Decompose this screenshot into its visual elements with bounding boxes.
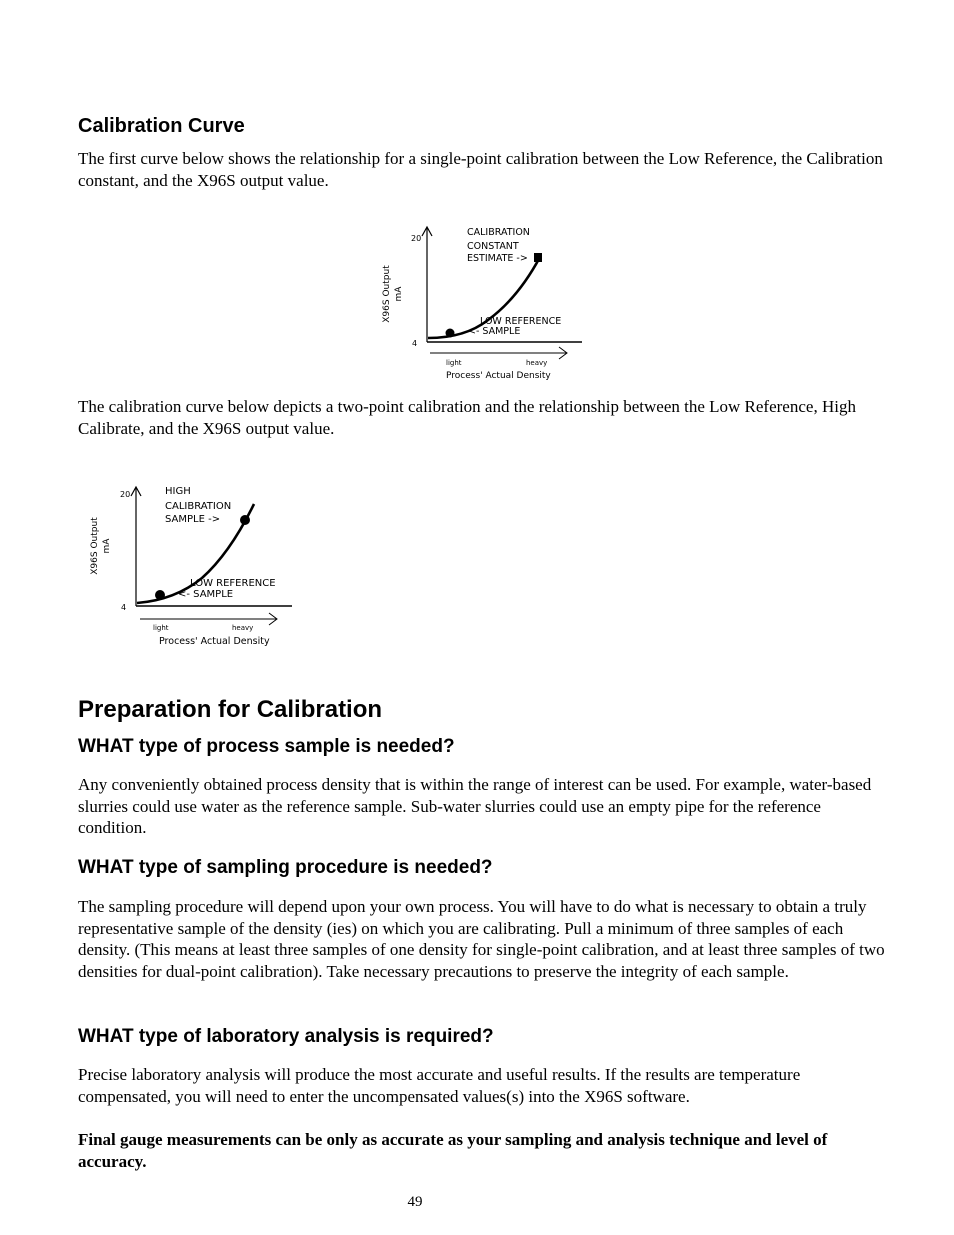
low-reference-point	[446, 329, 455, 338]
y-axis-label	[90, 517, 112, 575]
single-point-curve-svg	[370, 220, 585, 385]
x-tick-light: light	[446, 359, 462, 367]
top-note-line1: CALIBRATION	[467, 227, 530, 238]
bottom-note-line2: <- SAMPLE	[468, 326, 521, 337]
paragraph-two-point-intro: The calibration curve below depicts a two-point calibration and the relationship between the Low Reference, High Calibrate, and the X96S output value.	[78, 397, 856, 438]
y-axis-label-line1: X96S Output	[90, 517, 100, 575]
x-tick-light: light	[153, 624, 169, 632]
figure-two-point-curve	[80, 478, 300, 653]
top-note-line3: ESTIMATE ->	[467, 253, 528, 264]
y-tick-top: 20	[120, 490, 131, 499]
x-tick-heavy: heavy	[526, 359, 548, 367]
low-reference-point	[155, 590, 165, 600]
bottom-note-line1: LOW REFERENCE	[480, 316, 562, 327]
answer-laboratory-analysis: Precise laboratory analysis will produce the most accurate and useful results. If the results are temperature compensated, you will need to enter the uncompensated values(s) into the X96S software.	[78, 1065, 801, 1106]
high-calibration-point	[240, 515, 250, 525]
calibration-constant-point	[534, 253, 542, 262]
figure-single-point-curve	[370, 220, 585, 385]
bottom-note-line2: <- SAMPLE	[178, 589, 234, 600]
y-axis-label	[382, 265, 404, 323]
paragraph-single-point-intro: The first curve below shows the relationship for a single-point calibration between the Low Reference, the Calibration constant, and the X96S output value.	[78, 149, 883, 190]
question-laboratory-analysis: WHAT type of laboratory analysis is required?	[78, 1026, 494, 1047]
top-note-line3: SAMPLE ->	[165, 514, 221, 525]
x-axis-label: Process' Actual Density	[159, 636, 270, 647]
heading-calibration-curve: Calibration Curve	[78, 115, 245, 137]
y-tick-top: 20	[411, 234, 422, 243]
final-accuracy-note: Final gauge measurements can be only as accurate as your sampling and analysis technique and level of accuracy.	[78, 1130, 828, 1171]
question-process-sample: WHAT type of process sample is needed?	[78, 736, 455, 757]
two-point-curve-svg	[80, 478, 300, 653]
answer-process-sample: Any conveniently obtained process density that is within the range of interest can be used. For example, water-based slurries could use water as the reference sample. Sub-water slurries could use an empty pipe for the reference condition.	[78, 775, 872, 837]
page-number: 49	[407, 1194, 423, 1210]
top-note-line2: CONSTANT	[467, 241, 519, 252]
x-axis-label: Process' Actual Density	[446, 371, 551, 381]
y-axis-label-line1: X96S Output	[382, 265, 392, 323]
y-tick-bottom: 4	[412, 339, 418, 348]
top-note-line1: HIGH	[165, 486, 191, 497]
bottom-note-line1: LOW REFERENCE	[190, 578, 276, 589]
heading-preparation: Preparation for Calibration	[78, 696, 383, 723]
y-tick-bottom: 4	[121, 603, 127, 612]
x-tick-heavy: heavy	[232, 624, 254, 632]
y-axis-label-line2: mA	[394, 286, 404, 302]
top-note-line2: CALIBRATION	[165, 501, 232, 512]
y-axis-label-line2: mA	[102, 538, 112, 554]
answer-sampling-procedure: The sampling procedure will depend upon your own process. You will have to do what is necessary to obtain a truly representative sample of the density (ies) on which you are calibrating. Pull a minimum of three samples of each density. (This means at least three samples of one density for single-point calibration, and at least three samples of two densities for dual-point calibration). Take necessary precautions to preserve the integrity of each sample.	[78, 897, 885, 981]
question-sampling-procedure: WHAT type of sampling procedure is needed?	[78, 857, 493, 878]
